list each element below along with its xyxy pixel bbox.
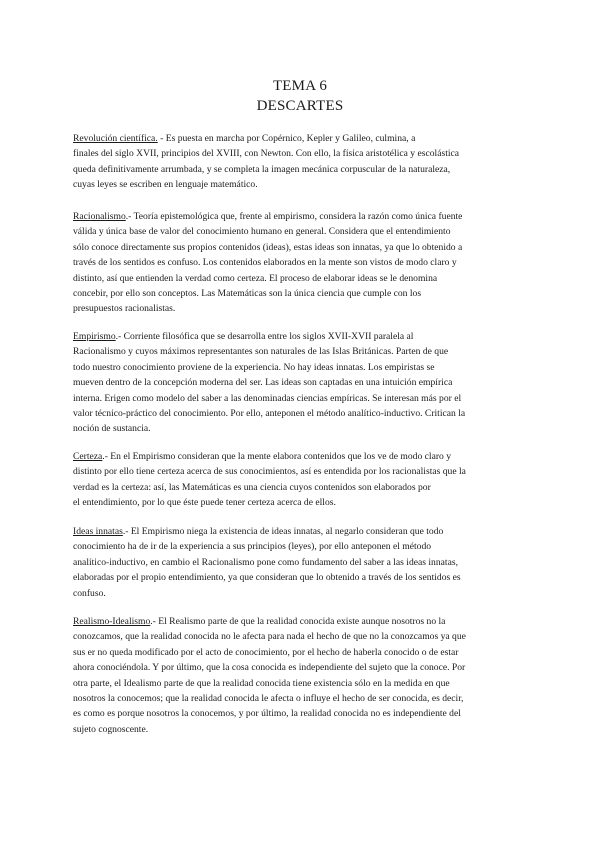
section-line: todo nuestro conocimiento proviene de la experiencia. No hay ideas innatas. Los empiristas se [73,361,435,373]
section-line: finales del siglo XVII, principios del XVIII, con Newton. Con ello, la física aristotélica y escolástica [73,148,460,160]
section-line [73,614,533,629]
section-line: válida y única base de valor del conocimiento humano en general. Considera que el entendimiento [73,226,451,238]
section-line: distinto por ello tiene certeza acerca de sus conocimientos, así es entendida por los racionalistas que la [73,466,466,478]
section-line: conozcamos, que la realidad conocida no le afecta para nada el hecho de que no la conozcamos ya que [73,631,466,643]
section-text: .- En el Empirismo consideran que la mente elabora contenidos que los ve de modo claro y [102,451,452,462]
section-line: interna. Erigen como modelo del saber a las denominadas ciencias empíricas. Se interesan más por el [73,392,462,404]
section-line: valor técnico-práctico del conocimiento. Por ello, anteponen el método analítico-inductivo. Critican la [73,408,466,420]
section-racionalismo [73,209,533,317]
section-line: queda definitivamente arrumbada, y se completa la imagen mecánica corpuscular de la naturaleza, [73,163,451,175]
section-line [73,524,533,539]
section-line: otra parte, el Idealismo parte de que la realidad conocida tiene existencia sólo en la medida en que [73,677,450,689]
section-term: Revolución científica. [73,133,158,144]
section-text: .- Corriente filosófica que se desarrolla entre los siglos XVII-XVII paralela al [115,331,414,342]
section-certeza [73,449,533,511]
section-line: analítico-inductivo, en cambio el Racionalismo pone como fundamento del saber a las ideas innatas, [73,556,458,568]
section-term: Empirismo [73,331,116,342]
section-line [73,449,533,464]
section-line: concebir, por ello son conceptos. Las Matemáticas son la única ciencia que cumple con los [73,288,422,300]
section-line: través de los sentidos es confuso. Los contenidos elaborados en la mente son vistos de modo claro y [73,257,457,269]
section-line: noción de sustancia. [73,423,151,435]
section-term: Realismo-Idealismo [73,616,151,627]
section-text: .- El Empirismo niega la existencia de ideas innatas, al negarlo consideran que todo [122,526,444,537]
section-text: .- Teoría epistemológica que, frente al empirismo, considera la razón como única fuente [125,211,463,222]
section-line: confuso. [73,587,106,599]
document-subtitle: DESCARTES [256,98,344,114]
section-line: sus er no queda modificado por el acto de conocimiento, por el hecho de haberla conocido o de estar [73,646,459,658]
section-ideas-innatas [73,524,533,601]
document-title: TEMA 6 [272,78,328,94]
section-empirismo [73,329,533,437]
section-line [73,209,533,224]
section-line: Racionalismo y cuyos máximos representantes son naturales de las Islas Británicas. Parten de que [73,346,449,358]
section-line: distinto, así que entienden la verdad como certeza. El proceso de elaborar ideas se le denomina [73,272,438,284]
section-realismo-idealismo [73,614,533,737]
section-line: nosotros la conocemos; que la realidad conocida le afecta o influye el hecho de ser conocida, es decir, [73,693,464,705]
section-text: .- El Realismo parte de que la realidad conocida existe aunque nosotros no la [150,616,446,627]
section-line: sujeto cognoscente. [73,723,149,735]
section-line: cuyas leyes se escriben en lenguaje matemático. [73,179,258,191]
section-line: conocimiento ha de ir de la experiencia a sus principios (leyes), por ello anteponen el método [73,541,432,553]
section-line: verdad es la certeza: así, las Matemáticas es una ciencia cuyos contenidos son elaborados por [73,481,431,493]
section-term: Ideas innatas [73,526,123,537]
section-term: Certeza [73,451,103,462]
section-line: presupuestos racionalistas. [73,303,176,315]
section-term: Racionalismo [73,211,126,222]
section-line: ahora conociéndola. Y por último, que la cosa conocida es independiente del sujeto que la conoce. Por [73,662,466,674]
section-text: - Es puesta en marcha por Copérnico, Kepler y Galileo, culmina, a [157,133,416,144]
section-line: sólo conoce directamente sus propios contenidos (ideas), estas ideas son innatas, ya que lo obtenido a [73,241,463,253]
section-line [73,329,533,344]
section-revolucion-cientifica [73,131,533,193]
section-line: elaboradas por el propio entendimiento, ya que consideran que lo obtenido a través de los sentidos es [73,572,461,584]
section-line: mueven dentro de la concepción moderna del ser. Las ideas son captadas en una intuición empírica [73,377,453,389]
section-line: es como es porque nosotros la conocemos, y por último, la realidad conocida no es independiente del [73,708,461,720]
section-line: el entendimiento, por lo que éste puede tener certeza acerca de ellos. [73,497,336,509]
section-line [73,131,533,146]
